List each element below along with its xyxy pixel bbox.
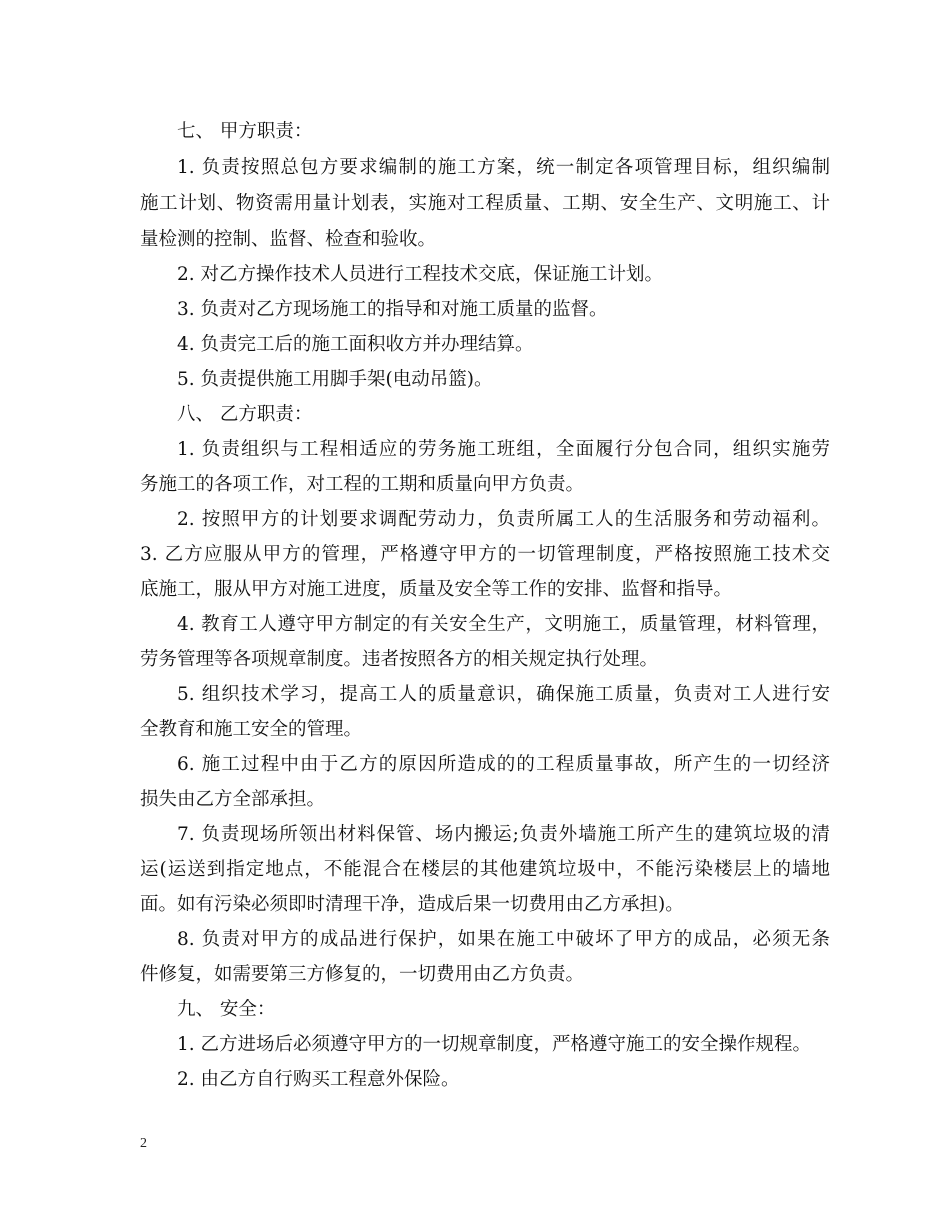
s8-item-5-line-1: 5. 组织技术学习，提高工人的质量意识，确保施工质量，负责对工人进行安 bbox=[177, 684, 830, 705]
s8-item-3-line-2: 底施工，服从甲方对施工进度，质量及安全等工作的安排、监督和指导。 bbox=[140, 579, 733, 600]
s7-item-1-line-2: 施工计划、物资需用量计划表，实施对工程质量、工期、安全生产、文明施工、计 bbox=[140, 193, 830, 214]
s9-item-1: 1. 乙方进场后必须遵守甲方的一切规章制度，严格遵守施工的安全操作规程。 bbox=[177, 1034, 812, 1055]
page-number: 2 bbox=[140, 1136, 147, 1151]
s8-item-6-line-2: 损失由乙方全部承担。 bbox=[140, 789, 326, 810]
s7-item-2: 2. 对乙方操作技术人员进行工程技术交底，保证施工计划。 bbox=[177, 264, 664, 285]
s8-item-8-line-1: 8. 负责对甲方的成品进行保护，如果在施工中破坏了甲方的成品，必须无条 bbox=[177, 929, 830, 950]
s8-item-4-line-2: 劳务管理等各项规章制度。违者按照各方的相关规定执行处理。 bbox=[140, 649, 659, 670]
s7-item-3: 3. 负责对乙方现场施工的指导和对施工质量的监督。 bbox=[177, 299, 608, 320]
section-9-heading: 九、 安全： bbox=[177, 999, 276, 1020]
s8-item-4-line-1: 4. 教育工人遵守甲方制定的有关安全生产，文明施工，质量管理，材料管理， bbox=[177, 614, 830, 635]
s7-item-5: 5. 负责提供施工用脚手架(电动吊篮)。 bbox=[177, 369, 493, 390]
s8-item-8-line-2: 件修复，如需要第三方修复的，一切费用由乙方负责。 bbox=[140, 964, 585, 985]
s8-item-1-line-1: 1. 负责组织与工程相适应的劳务施工班组，全面履行分包合同，组织实施劳 bbox=[177, 439, 830, 460]
s8-item-1-line-2: 务施工的各项工作，对工程的工期和质量向甲方负责。 bbox=[140, 474, 585, 495]
s7-item-1-line-3: 量检测的控制、监督、检查和验收。 bbox=[140, 229, 437, 250]
section-8-heading: 八、 乙方职责： bbox=[177, 404, 313, 425]
s7-item-4: 4. 负责完工后的施工面积收方并办理结算。 bbox=[177, 334, 534, 355]
s8-item-5-line-2: 全教育和施工安全的管理。 bbox=[140, 719, 363, 740]
section-7-heading: 七、 甲方职责： bbox=[177, 121, 313, 142]
s7-item-1-line-1: 1. 负责按照总包方要求编制的施工方案，统一制定各项管理目标，组织编制 bbox=[177, 157, 830, 178]
s8-item-3-line-1: 3. 乙方应服从甲方的管理，严格遵守甲方的一切管理制度，严格按照施工技术交 bbox=[140, 544, 830, 565]
s8-item-2: 2. 按照甲方的计划要求调配劳动力，负责所属工人的生活服务和劳动福利。 bbox=[177, 509, 830, 530]
s8-item-7-line-3: 面。如有污染必须即时清理干净，造成后果一切费用由乙方承担)。 bbox=[140, 894, 684, 915]
s8-item-6-line-1: 6. 施工过程中由于乙方的原因所造成的的工程质量事故，所产生的一切经济 bbox=[177, 754, 830, 775]
s8-item-7-line-1: 7. 负责现场所领出材料保管、场内搬运;负责外墙施工所产生的建筑垃圾的清 bbox=[177, 824, 830, 845]
s8-item-7-line-2: 运(运送到指定地点，不能混合在楼层的其他建筑垃圾中，不能污染楼层上的墙地 bbox=[140, 859, 830, 880]
s9-item-2: 2. 由乙方自行购买工程意外保险。 bbox=[177, 1069, 460, 1090]
